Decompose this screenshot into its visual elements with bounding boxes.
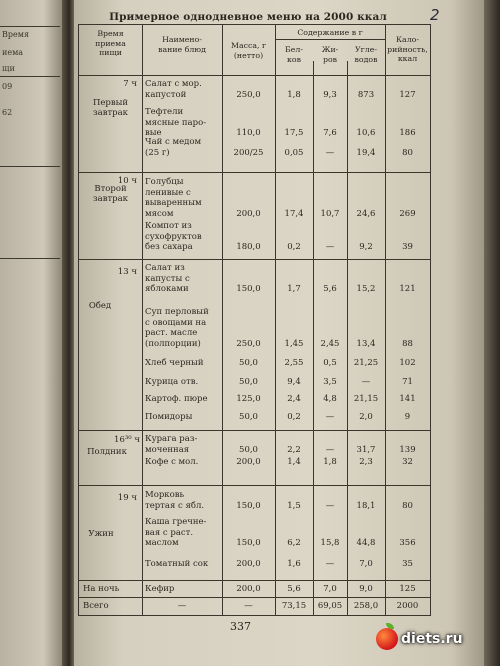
dish-carbs: 24,6 (356, 208, 376, 219)
section-time: 19 ч (117, 493, 137, 503)
dish-calories: 186 (399, 128, 416, 138)
dish-protein: 17,5 (284, 128, 304, 138)
left-page (0, 0, 62, 666)
dish-name: Картоф. пюре (145, 394, 208, 404)
dish-name: Компот из сухофруктов без сахара (145, 221, 202, 252)
night-dish: Кефир (145, 584, 175, 594)
night-label: На ночь (83, 584, 120, 594)
dish-protein: 9,4 (287, 377, 301, 387)
dish-mass: 50,0 (239, 377, 258, 387)
dish-fat: — (325, 500, 335, 511)
dish-mass: 150,0 (236, 538, 261, 548)
left-page-fragment: 62 (2, 108, 13, 117)
dish-name: Кофе с мол. (145, 457, 199, 467)
total-label: Всего (83, 601, 109, 611)
dish-carbs: — (361, 377, 371, 387)
dish-calories: 80 (402, 500, 413, 511)
dish-mass: 250,0 (236, 89, 261, 100)
dish-calories: 80 (402, 147, 413, 158)
section-meal: Полдник (87, 447, 127, 457)
dish-protein: 1,4 (287, 457, 301, 467)
dish-protein: 2,2 (287, 444, 301, 455)
dish-name: Тефтели мясные паро- вые (145, 107, 207, 138)
dish-name: Голубцы ленивые с вываренным мясом (145, 177, 202, 219)
dish-mass: 150,0 (236, 284, 261, 294)
watermark-text: diets.ru (401, 631, 463, 647)
header-mass: Масса, г (нетто) (230, 41, 267, 60)
dish-carbs: 21,15 (353, 394, 379, 404)
page-number: 337 (230, 620, 251, 633)
dish-protein: 6,2 (287, 538, 301, 548)
night-mass: 200,0 (236, 584, 261, 594)
dish-fat: — (325, 147, 335, 158)
total-carbs: 258,0 (353, 601, 379, 611)
dish-protein: 0,2 (287, 242, 301, 252)
dish-calories: 39 (402, 242, 413, 252)
total-calories: 2000 (396, 601, 419, 611)
dish-calories: 269 (399, 208, 416, 219)
dish-mass: 110,0 (236, 128, 261, 138)
dish-mass: 200,0 (236, 457, 261, 467)
dish-mass: 200/25 (233, 147, 264, 158)
dish-carbs: 19,4 (356, 147, 376, 158)
dish-fat: — (325, 559, 335, 569)
dish-protein: 2,4 (287, 394, 301, 404)
dish-protein: 2,55 (284, 358, 304, 368)
dish-calories: 32 (402, 457, 413, 467)
total-fat: 69,05 (317, 601, 343, 611)
dish-fat: 3,5 (323, 377, 337, 387)
night-calories: 125 (399, 584, 416, 594)
dish-protein: 1,6 (287, 559, 301, 569)
dish-fat: 0,5 (323, 358, 337, 368)
section-time: 10 ч (117, 176, 137, 186)
table-title: Примерное однодневное меню на 2000 ккал (109, 11, 387, 23)
left-page-fragment: Время (2, 30, 30, 39)
dish-mass: 250,0 (236, 338, 261, 349)
dish-carbs: 10,6 (356, 128, 376, 138)
dish-name: Курица отв. (145, 377, 199, 387)
page-edge-shadow (484, 0, 500, 666)
dish-name: Салат с мор. капустой (145, 79, 202, 100)
dish-name: Морковь тертая с ябл. (145, 490, 205, 511)
dish-fat: 5,6 (323, 284, 337, 294)
dish-fat: 1,8 (323, 457, 337, 467)
dish-calories: 127 (399, 89, 416, 100)
dish-protein: 1,5 (287, 500, 301, 511)
dish-carbs: 15,2 (356, 284, 376, 294)
section-time: 13 ч (117, 267, 137, 277)
dish-carbs: 2,0 (359, 412, 373, 422)
dish-fat: — (325, 444, 335, 455)
book-spine (62, 0, 74, 666)
dish-calories: 35 (402, 559, 413, 569)
header-time: Время приема пищи (95, 29, 126, 57)
section-meal: Первый завтрак (92, 98, 129, 118)
menu-table (78, 24, 431, 616)
night-protein: 5,6 (287, 584, 301, 594)
dish-protein: 1,45 (284, 338, 304, 349)
header-protein: Бел- ков (285, 45, 303, 64)
section-meal: Ужин (88, 529, 114, 539)
dish-carbs: 7,0 (359, 559, 373, 569)
dish-name: Каша гречне- вая с раст. маслом (145, 517, 207, 548)
dish-mass: 50,0 (239, 358, 258, 368)
section-meal: Второй завтрак (92, 184, 128, 204)
night-carbs: 9,0 (359, 584, 373, 594)
total-dish: — (177, 601, 187, 611)
dish-fat: 2,45 (320, 338, 340, 349)
dish-carbs: 31,7 (356, 444, 376, 455)
site-watermark (376, 628, 463, 650)
dish-mass: 150,0 (236, 500, 261, 511)
section-time: 16³⁰ ч (114, 435, 140, 445)
dish-calories: 71 (402, 377, 413, 387)
dish-calories: 88 (402, 338, 413, 349)
dish-name: Чай с медом (25 г) (145, 137, 202, 158)
total-mass: — (244, 601, 253, 611)
dish-name: Салат из капусты с яблоками (145, 263, 190, 294)
dish-mass: 50,0 (239, 444, 258, 455)
dish-protein: 0,05 (284, 147, 304, 158)
dish-fat: 4,8 (323, 394, 337, 404)
dish-protein: 17,4 (284, 208, 304, 219)
dish-fat: — (325, 412, 335, 422)
header-calories: Кало- рийность, ккал (387, 35, 428, 63)
dish-calories: 139 (399, 444, 416, 455)
section-meal: Обед (88, 301, 112, 311)
corner-page-number: 2 (430, 6, 440, 24)
dish-protein: 0,2 (287, 412, 301, 422)
dish-carbs: 21,25 (353, 358, 379, 368)
dish-name: Помидоры (145, 412, 193, 422)
section-time: 7 ч (123, 79, 137, 89)
dish-carbs: 13,4 (356, 338, 376, 349)
dish-calories: 121 (399, 284, 416, 294)
dish-mass: 125,0 (236, 394, 261, 404)
night-fat: 7,0 (323, 584, 337, 594)
dish-calories: 9 (404, 412, 411, 422)
left-page-fragment: 09 (2, 82, 13, 91)
header-dish: Наимено- вание блюд (158, 35, 206, 54)
dish-mass: 50,0 (239, 412, 258, 422)
dish-name: Суп перловый с овощами на раст. масле (полпорции) (145, 307, 209, 349)
left-page-fragment: иема (2, 48, 24, 57)
dish-calories: 141 (399, 394, 416, 404)
dish-carbs: 18,1 (356, 500, 376, 511)
dish-protein: 1,8 (287, 89, 301, 100)
dish-fat: 7,6 (323, 128, 337, 138)
dish-name: Хлеб черный (145, 358, 204, 368)
dish-mass: 180,0 (236, 242, 261, 252)
left-page-fragment: щи (2, 64, 15, 73)
header-carbs: Угле- водов (354, 45, 378, 64)
total-protein: 73,15 (281, 601, 307, 611)
dish-calories: 356 (399, 538, 416, 548)
dish-fat: 15,8 (320, 538, 340, 548)
dish-carbs: 9,2 (359, 242, 373, 252)
dish-fat: — (325, 242, 335, 252)
dish-name: Томатный сок (145, 559, 209, 569)
dish-calories: 102 (399, 358, 416, 368)
dish-carbs: 873 (357, 89, 375, 100)
dish-carbs: 2,3 (359, 457, 373, 467)
dish-protein: 1,7 (287, 284, 301, 294)
dish-carbs: 44,8 (356, 538, 376, 548)
dish-mass: 200,0 (236, 208, 261, 219)
header-content: Содержание в г (297, 28, 363, 37)
dish-name: Курага раз- моченная (145, 434, 198, 455)
apple-icon (376, 628, 398, 650)
dish-fat: 10,7 (320, 208, 340, 219)
header-fat: Жи- ров (321, 45, 339, 64)
dish-fat: 9,3 (323, 89, 337, 100)
dish-mass: 200,0 (236, 559, 261, 569)
